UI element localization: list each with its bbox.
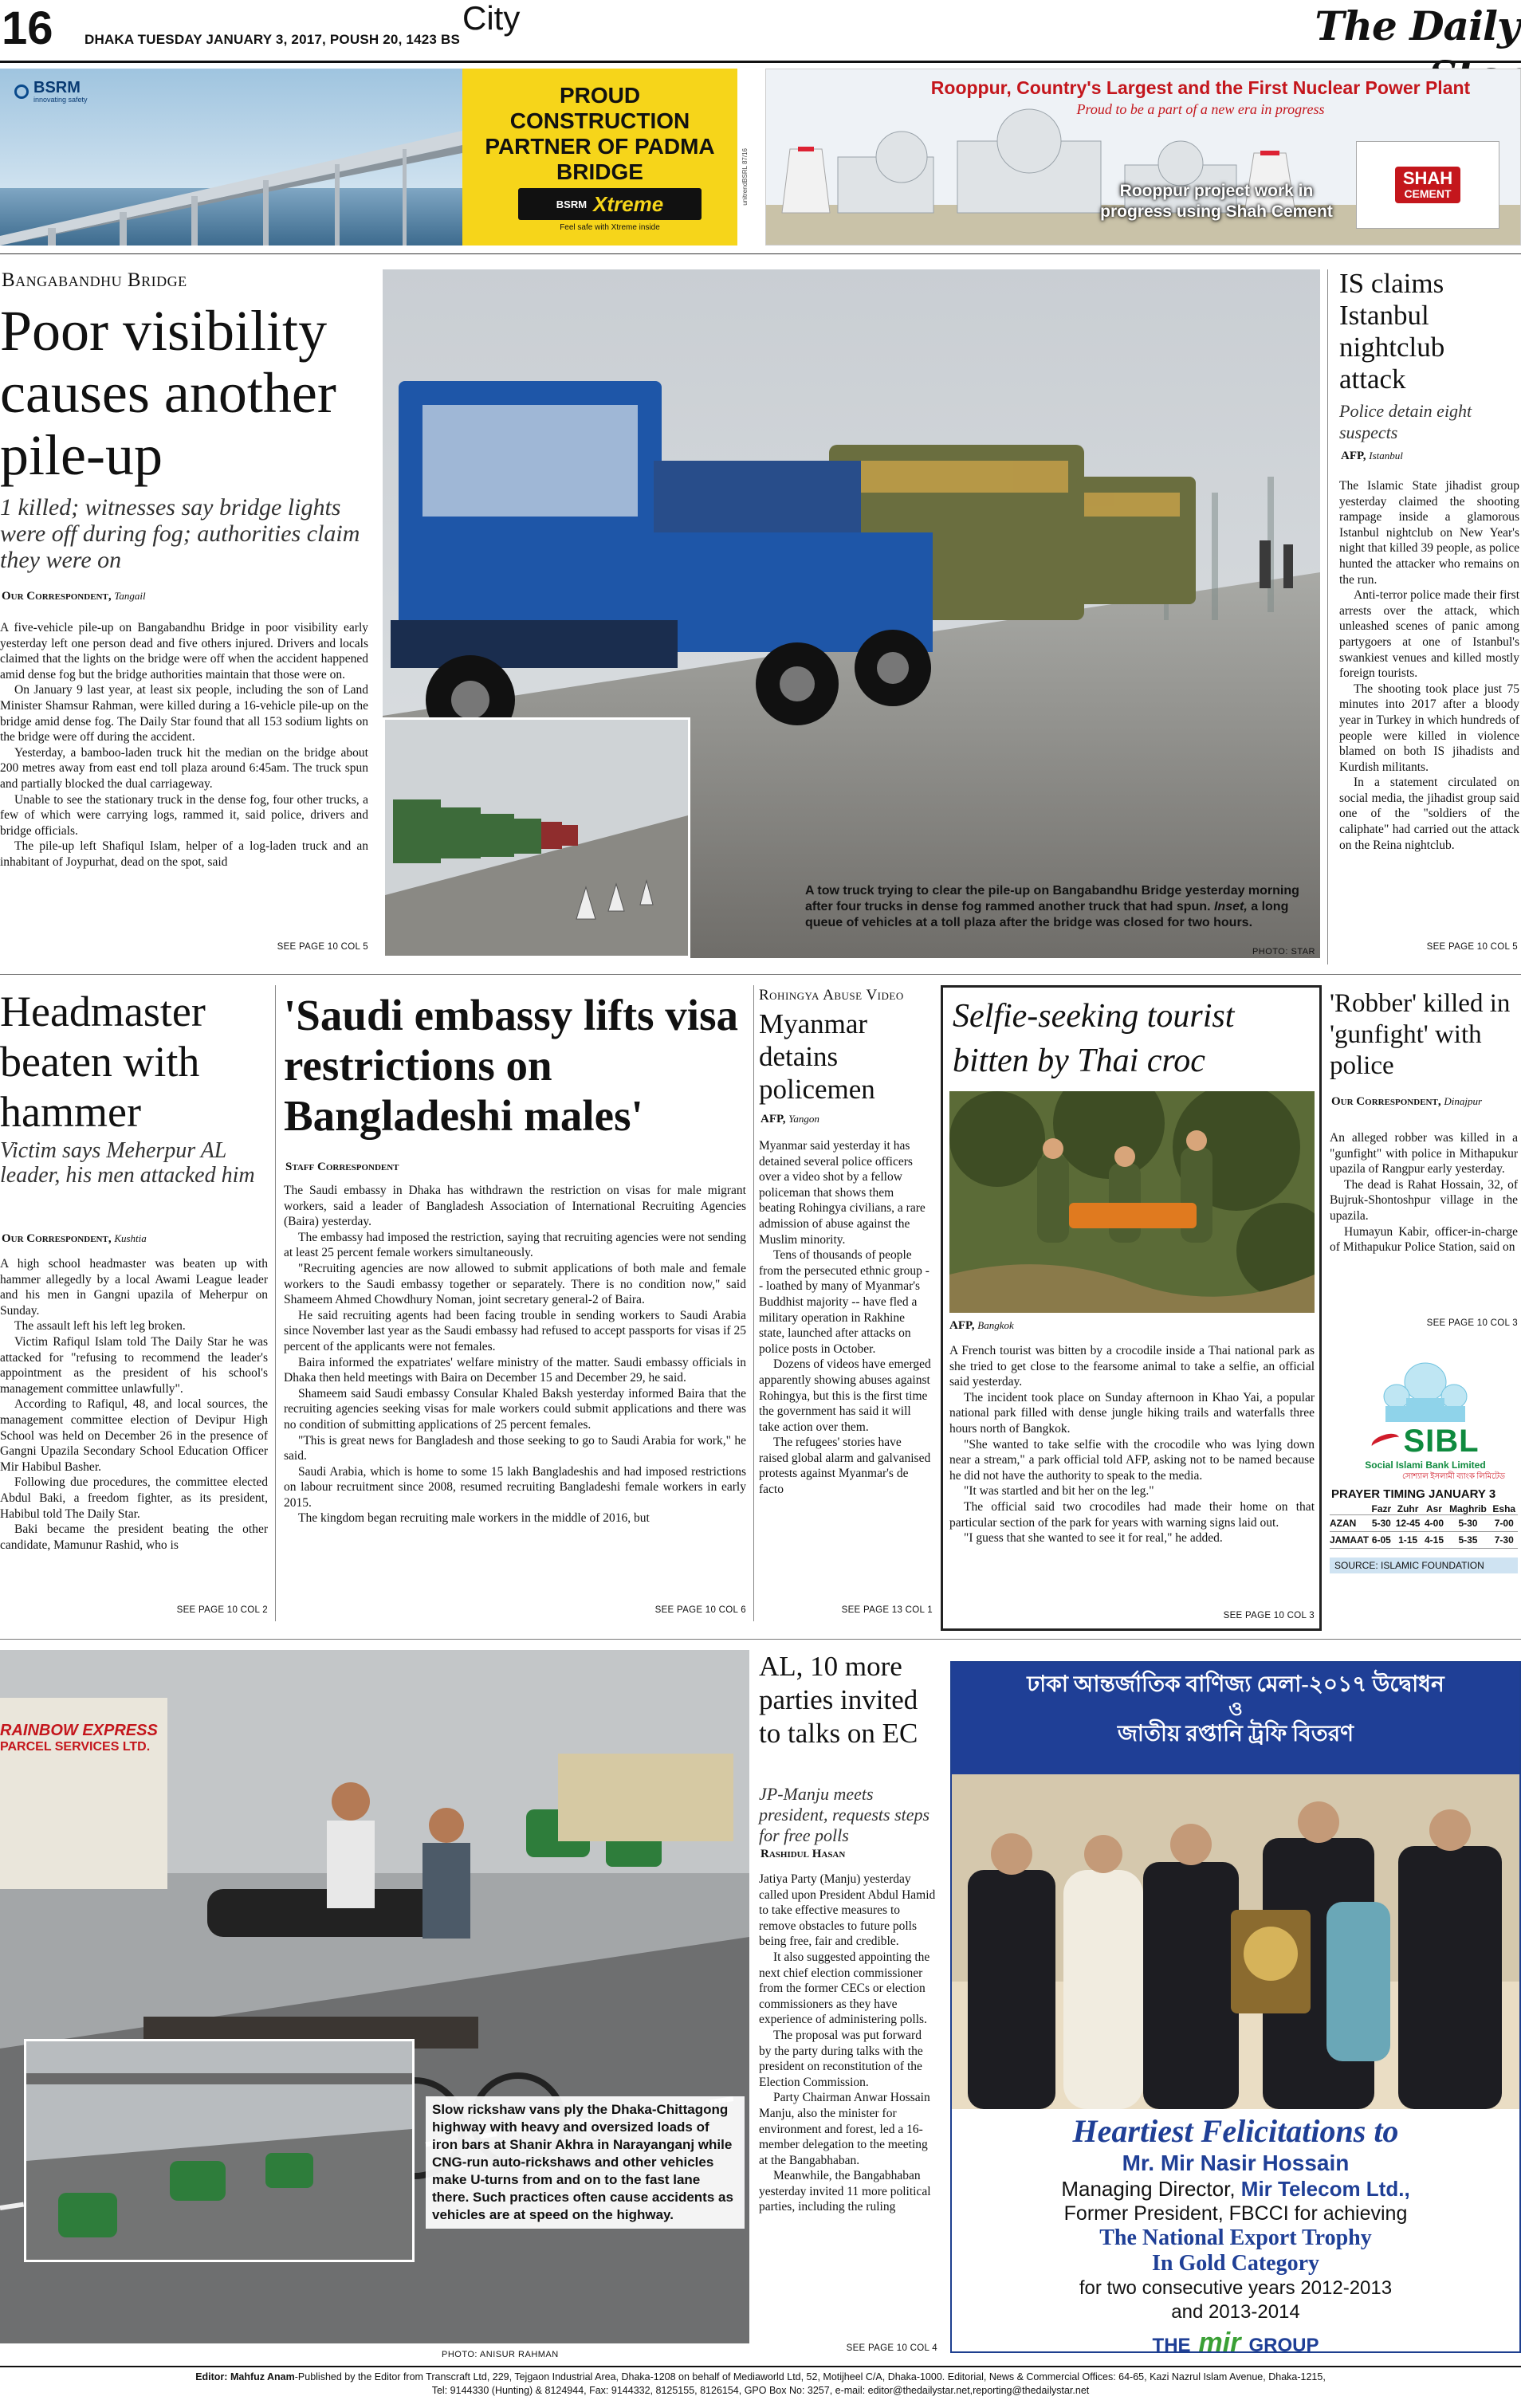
sibl-bank-name-bangla: সোশ্যাল ইসলামী ব্যাংক লিমিটেড <box>1401 1472 1505 1481</box>
mir-years1: for two consecutive years 2012-2013 <box>1079 2277 1393 2299</box>
footer-rule <box>0 2366 1521 2367</box>
shah-logo <box>1356 141 1499 229</box>
mir-award2: In Gold Category <box>1152 2251 1319 2276</box>
table-row <box>1330 1515 1518 1532</box>
saudi-paragraph: Baira informed the expatriates' welfare ministry of the matter. Saudi embassy officials in Dhaka then held meetings with Baira on December 15 and December 29, he said. <box>284 1355 746 1385</box>
is-paragraph: The shooting took place just 75 minutes into 2017 after a bloody year in Turkey in which hundreds of people were killed in violence blamed on both IS jihadists and Kurdish militants. <box>1339 682 1519 774</box>
mosque-icon <box>1378 1350 1473 1422</box>
bsrm-yellow-panel <box>462 69 737 246</box>
saudi-paragraph: Shameem said Saudi embassy Consular Khaled Baksh yesterday informed Baira that the recruiting agencies seeking visas for male workers could submit applications and there was no condition of submitting applications of 25 percent females. <box>284 1386 746 1432</box>
robber-byline <box>1331 1095 1519 1109</box>
prayer-title: PRAYER TIMING JANUARY 3 <box>1331 1487 1496 1501</box>
bsrm-product-name: Xtreme <box>593 191 664 216</box>
prayer-row-label: JAMAAT <box>1330 1534 1370 1546</box>
saudi-right-rule <box>753 985 754 1621</box>
lead-byline <box>2 590 146 603</box>
robber-paragraph: The dead is Rahat Hossain, 32, of Bujruk-Shontoshpur village in the upazila. <box>1330 1177 1518 1223</box>
headmaster-body <box>0 1256 268 1553</box>
saudi-paragraph: The embassy had imposed the restriction, saying that recruiting agencies were not sending at least 25 percent female workers simultaneously. <box>284 1230 746 1260</box>
selfie-body <box>949 1343 1315 1546</box>
headmaster-byline-name: Our Correspondent, <box>2 1232 112 1245</box>
prayer-col: Fazr <box>1371 1503 1392 1514</box>
bsrm-logo-text: BSRM <box>33 79 81 96</box>
al-see-page-link[interactable]: SEE PAGE 10 COL 4 <box>846 2343 937 2353</box>
footer-editor-name: Mahfuz Anam <box>230 2371 295 2382</box>
prayer-cell: 5-30 <box>1458 1518 1478 1529</box>
robber-paragraph: An alleged robber was killed in a "gunfight" with police in Mithapukur upazila of Rangpur early yesterday. <box>1330 1131 1518 1177</box>
mir-role-prefix: Managing Director, <box>1061 2177 1236 2201</box>
lead-caption-main: A tow truck trying to clear the pile-up on Bangabandhu Bridge yesterday morning after four trucks in dense fog rammed another truck that had spun. <box>805 884 1299 913</box>
lead-byline-place: Tangail <box>114 590 146 602</box>
mir-bangla-line2: ও <box>1228 1699 1243 1720</box>
selfie-paragraph: The official said two crocodiles had made their home on that particular section of the park for years with warning signs laid out. <box>949 1499 1315 1530</box>
selfie-photo <box>949 1091 1315 1313</box>
myanmar-paragraph: Dozens of videos have emerged apparently showing abuses against Rohingya, but this is the first time the government has said it will take action over them. <box>759 1357 931 1434</box>
mir-role2: Former President, FBCCI for achieving <box>1063 2202 1408 2225</box>
lead-body <box>0 620 368 870</box>
headmaster-byline <box>2 1232 147 1246</box>
mir-years2: and 2013-2014 <box>1171 2301 1300 2323</box>
mir-felicitation-panel <box>952 2109 1519 2353</box>
mir-bangla-line1: ঢাকা আন্তর্জাতিক বাণিজ্য মেলা-২০১৭ উদ্বোধন <box>1027 1672 1444 1697</box>
myanmar-headline[interactable]: Myanmar detains policemen <box>759 1008 875 1105</box>
shah-caption: Rooppur project work in progress using Shah Cement <box>1100 182 1333 221</box>
headmaster-paragraph: Victim Rafiqul Islam told The Daily Star he was attacked for "refusing to recommend the leader's appointment as the president of his school's management committee unlawfully". <box>0 1334 268 1396</box>
prayer-row-label: AZAN <box>1330 1518 1357 1529</box>
bsrm-product-tagline: Feel safe with Xtreme inside <box>560 223 660 232</box>
header-rule <box>0 61 1521 63</box>
prayer-cell: 6-05 <box>1371 1534 1391 1546</box>
headmaster-see-page-link[interactable]: SEE PAGE 10 COL 2 <box>176 1605 268 1615</box>
lead-paragraph: Unable to see the stationary truck in the dense fog, four other trucks, a few of which were carrying logs, rammed it, said police, drivers and bridge officials. <box>0 792 368 838</box>
bsrm-product-brand: BSRM <box>556 198 588 210</box>
lead-see-page-link[interactable]: SEE PAGE 10 COL 5 <box>277 942 368 952</box>
mir-award-photo <box>952 1774 1519 2109</box>
bsrm-ad[interactable] <box>0 69 761 246</box>
lead-right-rule <box>1327 269 1328 964</box>
lead-paragraph: Yesterday, a bamboo-laden truck hit the median on the bridge about 200 metres away from east end toll plaza around 6:45am. The truck spun and partially blocked the dual carriageway. <box>0 745 368 791</box>
is-deck: Police detain eight suspects <box>1339 401 1472 442</box>
headmaster-paragraph: A high school headmaster was beaten up with hammer allegedly by a local Awami League leader and his men in Gangni upazila of Meherpur on Sunday. <box>0 1257 268 1318</box>
prayer-cell: 5-30 <box>1371 1518 1391 1529</box>
mir-logo-mir: mir <box>1198 2327 1241 2353</box>
middle-top-rule <box>0 974 1521 975</box>
mir-bangla-line3: জাতীয় রপ্তানি ট্রফি বিতরণ <box>1117 1722 1354 1746</box>
footer-line1 <box>0 2371 1521 2384</box>
al-headline[interactable]: AL, 10 more parties invited to talks on EC <box>759 1651 918 1749</box>
prayer-col: Asr <box>1425 1503 1442 1514</box>
dateline: DHAKA TUESDAY JANUARY 3, 2017, POUSH 20, 1423 BS <box>84 32 460 47</box>
headmaster-headline[interactable]: Headmaster beaten with hammer <box>0 988 206 1136</box>
al-paragraph: It also suggested appointing the next chief election commissioner from the former CECs or election commissioners as they have experience of administering polls. <box>759 1950 930 2027</box>
selfie-paragraph: "She wanted to take selfie with the crocodile who was lying down near a stream," a park official told AFP, asking not to be named because he did not have the authority to speak to the media. <box>949 1437 1315 1483</box>
mir-group-ad[interactable] <box>950 1661 1521 2353</box>
al-paragraph: The proposal was put forward by the party during talks with the president on reconstitution of the Election Commission. <box>759 2028 923 2089</box>
sign-line1: RAINBOW EXPRESS <box>0 1722 158 1739</box>
headmaster-right-rule <box>275 985 276 1621</box>
saudi-paragraph: He said recruiting agents had been facing trouble in sending workers to Saudi Arabia since November last year as the Saudi embassy had refused to accept passports for visas if 25 percent of the applicants were not females. <box>284 1308 746 1353</box>
is-byline-place: Istanbul <box>1369 450 1403 462</box>
saudi-paragraph: The Saudi embassy in Dhaka has withdrawn the restriction on visas for male migrant workers, said a leader of Bangladesh Association of International Recruiting Agencies (Baira) yesterday. <box>284 1184 746 1229</box>
shah-logo-bottom: CEMENT <box>1404 187 1452 200</box>
sibl-wordmark: SIBL <box>1403 1424 1480 1459</box>
prayer-cell: 5-35 <box>1458 1534 1478 1546</box>
robber-see-page-link[interactable]: SEE PAGE 10 COL 3 <box>1426 1318 1518 1328</box>
robber-headline[interactable]: 'Robber' killed in 'gunfight' with police <box>1330 989 1511 1080</box>
prayer-timing-box <box>1330 1347 1519 1620</box>
bsrm-logo-icon <box>14 84 29 99</box>
mir-logo-the: THE <box>1152 2335 1191 2353</box>
mir-role-company: Mir Telecom Ltd., <box>1240 2177 1410 2201</box>
is-body <box>1339 478 1519 853</box>
saudi-paragraph: Saudi Arabia, which is home to some 15 lakh Bangladeshis and had imposed restrictions on labour recruitment since 2008, resumed recruiting Bangladeshi female workers in early 2015. <box>284 1464 746 1510</box>
bsrm-logo <box>14 80 88 104</box>
prayer-col: Zuhr <box>1397 1503 1419 1514</box>
selfie-paragraph: "It was startled and bit her on the leg." <box>964 1484 1154 1499</box>
lead-deck: 1 killed; witnesses say bridge lights were off during fog; authorities claim they were on <box>0 494 360 573</box>
lead-paragraph: On January 9 last year, at least six people, including the son of Land Minister Shamsur Rahman, were killed during a 16-vehicle pile-up on the bridge amid dense fog. The Daily Star found that all 153 sodium lights on the bridge were off during the accident. <box>0 683 368 744</box>
al-paragraph: Meanwhile, the Bangabhaban yesterday invited 11 more political parties, including the ruling <box>759 2169 931 2214</box>
saudi-headline[interactable]: 'Saudi embassy lifts visa restrictions on Bangladeshi males' <box>284 991 738 1140</box>
section-name: City <box>462 0 521 37</box>
lead-photo-credit: PHOTO: STAR <box>1252 947 1315 957</box>
robber-byline-place: Dinajpur <box>1444 1095 1482 1107</box>
selfie-paragraph: The incident took place on Sunday afternoon in Khao Yai, a popular national park filled with dense jungle hiking trails and waterfalls three hours north of Bangkok. <box>949 1390 1315 1436</box>
prayer-col: Esha <box>1492 1503 1516 1514</box>
prayer-cell: 4-15 <box>1424 1534 1444 1546</box>
saudi-byline: Staff Correspondent <box>285 1161 399 1173</box>
saudi-see-page-link[interactable]: SEE PAGE 10 COL 6 <box>654 1605 746 1615</box>
sibl-logo-text <box>1371 1424 1479 1459</box>
selfie-box <box>941 985 1322 1631</box>
al-paragraph: Jatiya Party (Manju) yesterday called upon President Abdul Hamid to take effective measures to remove obstacles to future polls being free, fair and credible. <box>759 1872 936 1949</box>
headmaster-paragraph: The assault left his left leg broken. <box>14 1319 186 1334</box>
prayer-col-blank <box>1330 1503 1370 1515</box>
robber-body <box>1330 1130 1518 1255</box>
sibl-bank-name: Social Islami Bank Limited <box>1365 1459 1486 1471</box>
footer-line1-text: -Published by the Editor from Transcraft Ltd, 229, Tejgaon Industrial Area, Dhaka-1208 on behalf of Mediaworld Ltd, 52, Motijheel C/A, Dhaka-1000. Editorial, News & Commercial Offices: 64-65, Kazi Nazrul Islam Avenue, Dhaka-1215, <box>294 2371 1326 2382</box>
headmaster-paragraph: According to Rafiqul, 48, and local sources, the management committee election of Devipur High School was held on December 26 in the presence of Gangni Upazila Secondary School Education Officer Mir Habibul Basher. <box>0 1397 268 1474</box>
prayer-cell: 12-45 <box>1395 1518 1421 1529</box>
bsrm-product-badge <box>518 188 702 220</box>
lead-photo-caption <box>805 883 1315 931</box>
lead-inset-photo <box>383 717 690 958</box>
lead-caption-inset: a long queue of vehicles at a toll plaza after the bridge was closed for two hours. <box>805 900 1289 929</box>
bottom-section-rule <box>0 1639 1521 1640</box>
al-body <box>759 1872 936 2215</box>
rickshaw-caption: Slow rickshaw vans ply the Dhaka-Chittagong highway with heavy and oversized loads of iron bars at Shanir Akhra in Narayanganj while CNG-run auto-rickshaws and other vehicles make U-turns from and on to the fast lane there. Such practices often cause accidents as vehicles are at speed on the highway. <box>426 2096 745 2229</box>
rickshaw-photo <box>0 1650 749 2343</box>
lead-paragraph: A five-vehicle pile-up on Bangabandhu Bridge in poor visibility early yesterday left one person dead and five others injured. Drivers and locals claimed that the lights on the bridge were off when the accident happened amid dense fog but the bridge authorities maintain that those were on. <box>0 621 368 682</box>
headmaster-deck: Victim says Meherpur AL leader, his men attacked him <box>0 1138 255 1188</box>
mir-felicitation: Heartiest Felicitations to <box>1072 2113 1399 2149</box>
saudi-paragraph: The kingdom began recruiting male workers in the middle of 2016, but <box>298 1511 650 1526</box>
is-paragraph: The Islamic State jihadist group yesterday claimed the shooting rampage inside a glamorous Istanbul nightclub on New Year's night that killed 39 people, as police hunted the attacker who remains on the run. <box>1339 479 1519 587</box>
prayer-table-header <box>1330 1503 1518 1515</box>
lead-photo <box>383 269 1320 958</box>
sibl-logo <box>1346 1424 1505 1484</box>
selfie-headline[interactable]: Selfie-seeking tourist bitten by Thai croc <box>953 998 1235 1079</box>
myanmar-see-page-link[interactable]: SEE PAGE 13 COL 1 <box>841 1605 933 1615</box>
prayer-source: SOURCE: ISLAMIC FOUNDATION <box>1330 1558 1518 1573</box>
page-header <box>0 0 1521 65</box>
mir-name: Mr. Mir Nasir Hossain <box>1122 2151 1350 2175</box>
lead-inset-queue-scene <box>385 720 688 956</box>
prayer-cell: 1-15 <box>1398 1534 1418 1546</box>
rickshaw-photo-credit: PHOTO: ANISUR RAHMAN <box>442 2350 559 2359</box>
bsrm-tagline: innovating safety <box>33 96 88 104</box>
lead-caption-inset-label: Inset, <box>1213 900 1248 913</box>
al-paragraph: Party Chairman Anwar Hossain Manju, also the minister for environment and forest, led a 16-member delegation to the meeting at the Bangabhaban. <box>759 2091 930 2167</box>
selfie-see-page-link[interactable]: SEE PAGE 10 COL 3 <box>1223 1611 1315 1620</box>
prayer-cell: 4-00 <box>1424 1518 1444 1529</box>
lead-headline[interactable]: Poor visibility causes another pile-up <box>0 299 336 487</box>
mir-logo-group: GROUP <box>1248 2335 1319 2353</box>
shah-cement-ad[interactable] <box>765 69 1521 246</box>
myanmar-paragraph: The refugees' stories have raised global alarm and galvanised protests against Myanmar's de facto <box>759 1436 931 1497</box>
mir-award-ceremony-scene <box>952 1774 1519 2109</box>
al-deck: JP-Manju meets president, requests steps for free polls <box>759 1784 930 1845</box>
shah-subline: Proud to be a part of a new era in progress <box>1076 101 1325 117</box>
prayer-col: Maghrib <box>1449 1503 1487 1514</box>
is-headline[interactable]: IS claims Istanbul nightclub attack <box>1339 268 1445 395</box>
myanmar-paragraph: Myanmar said yesterday it has detained several police officers over a video shot by a fellow policeman that shows them beating Rohingya civilians, a rare admission of abuse against the Muslim minority. <box>759 1139 926 1247</box>
rickshaw-inset-photo <box>24 2039 415 2262</box>
ads-bottom-rule <box>0 253 1521 254</box>
robber-byline-name: Our Correspondent, <box>1331 1095 1441 1108</box>
mir-ad-banner <box>952 1663 1519 1774</box>
selfie-byline-place: Bangkok <box>977 1319 1014 1331</box>
mir-role <box>952 2176 1519 2202</box>
footer-line2: Tel: 9144330 (Hunting) & 8124944, Fax: 9144332, 8125155, 8126154, GPO Box No: 3257, e-mail: editor@thedailystar.net,reporting@thedailystar.net <box>431 2385 1090 2396</box>
myanmar-body <box>759 1138 933 1498</box>
saudi-paragraph: "This is great news for Bangladesh and those seeking to go to Saudi Arabia for work," he said. <box>284 1433 746 1463</box>
page-number: 16 <box>2 2 53 54</box>
is-paragraph: In a statement circulated on social media, the jihadist group said one of the "soldiers of the caliphate" had carried out the attack on the Reina nightclub. <box>1339 776 1519 852</box>
is-byline-name: AFP, <box>1341 450 1366 462</box>
rickshaw-inset-uturn-scene <box>26 2041 412 2260</box>
footer-editor-label: Editor: <box>195 2371 228 2382</box>
shah-logo-top: SHAH <box>1402 168 1453 188</box>
mir-group-logo <box>1153 2327 1319 2353</box>
rainbow-express-sign <box>0 1722 167 1754</box>
sibl-swoosh-icon <box>1370 1430 1402 1452</box>
prayer-cell: 7-30 <box>1494 1534 1514 1546</box>
is-see-page-link[interactable]: SEE PAGE 10 COL 5 <box>1426 942 1518 952</box>
myanmar-byline-place: Yangon <box>788 1113 819 1125</box>
headmaster-paragraph: Baki became the president beating the other candidate, Mamunur Rashid, who is <box>0 1522 268 1552</box>
table-row <box>1330 1532 1518 1549</box>
mir-award1: The National Export Trophy <box>1099 2225 1372 2250</box>
headmaster-paragraph: Following due procedures, the committee elected Abdul Baki, a freedom fighter, as its president, Habibul told The Daily Star. <box>0 1475 268 1521</box>
is-byline <box>1341 450 1403 463</box>
selfie-byline <box>949 1319 1014 1333</box>
sign-line2: PARCEL SERVICES LTD. <box>0 1740 151 1754</box>
bsrm-headline: PROUD CONSTRUCTION PARTNER OF PADMA BRIDGE <box>485 83 715 184</box>
al-byline: Rashidul Hasan <box>760 1848 846 1860</box>
robber-paragraph: Humayun Kabir, officer-in-charge of Mithapukur Police Station, said on <box>1330 1224 1518 1255</box>
headmaster-byline-place: Kushtia <box>114 1232 147 1244</box>
myanmar-byline <box>760 1113 819 1126</box>
bsrm-ad-code: unitrendBSRL 87/16 <box>741 148 749 206</box>
saudi-body <box>284 1183 746 1526</box>
saudi-paragraph: "Recruiting agencies are now allowed to submit applications of both male and female workers to the Saudi embassy together or separately. There is no condition now," said Shameem Ahmed Chowdhury Noman, joint secretary general-2 of Baira. <box>284 1261 746 1307</box>
myanmar-paragraph: Tens of thousands of people from the persecuted ethnic group -- loathed by many of Myanmar's Buddhist majority -- have fled a military operation in Rakhine state, launched after attacks on police posts in October. <box>759 1248 930 1356</box>
is-paragraph: Anti-terror police made their first arrests over the attack, which unleashed scenes of panic among partygoers at one of Istanbul's swankiest venues and killed mostly foreign tourists. <box>1339 588 1519 681</box>
footer-imprint <box>0 2371 1521 2398</box>
lead-byline-name: Our Correspondent, <box>2 590 112 603</box>
shah-headline: Rooppur, Country's Largest and the First Nuclear Power Plant <box>930 77 1471 98</box>
lead-paragraph: The pile-up left Shafiqul Islam, helper of a log-laden truck and an inhabitant of Joypurhat, dead on the spot, said <box>0 839 368 869</box>
prayer-cell: 7-00 <box>1494 1518 1514 1529</box>
myanmar-kicker: Rohingya Abuse Video <box>759 987 904 1004</box>
myanmar-byline-name: AFP, <box>760 1113 786 1125</box>
selfie-byline-name: AFP, <box>949 1319 975 1332</box>
selfie-paragraph: A French tourist was bitten by a crocodile inside a Thai national park as she tried to get close to the fearsome animal to take a selfie, an official said yesterday. <box>949 1344 1315 1389</box>
selfie-paragraph: "I guess that she wanted to see it for real," he added. <box>964 1531 1223 1546</box>
masthead: The Daily <box>1315 2 1519 49</box>
prayer-table <box>1330 1503 1518 1549</box>
lead-kicker: Bangabandhu Bridge <box>2 269 187 291</box>
selfie-photo-jungle-scene <box>949 1091 1315 1313</box>
shah-logo-badge <box>1395 167 1460 203</box>
